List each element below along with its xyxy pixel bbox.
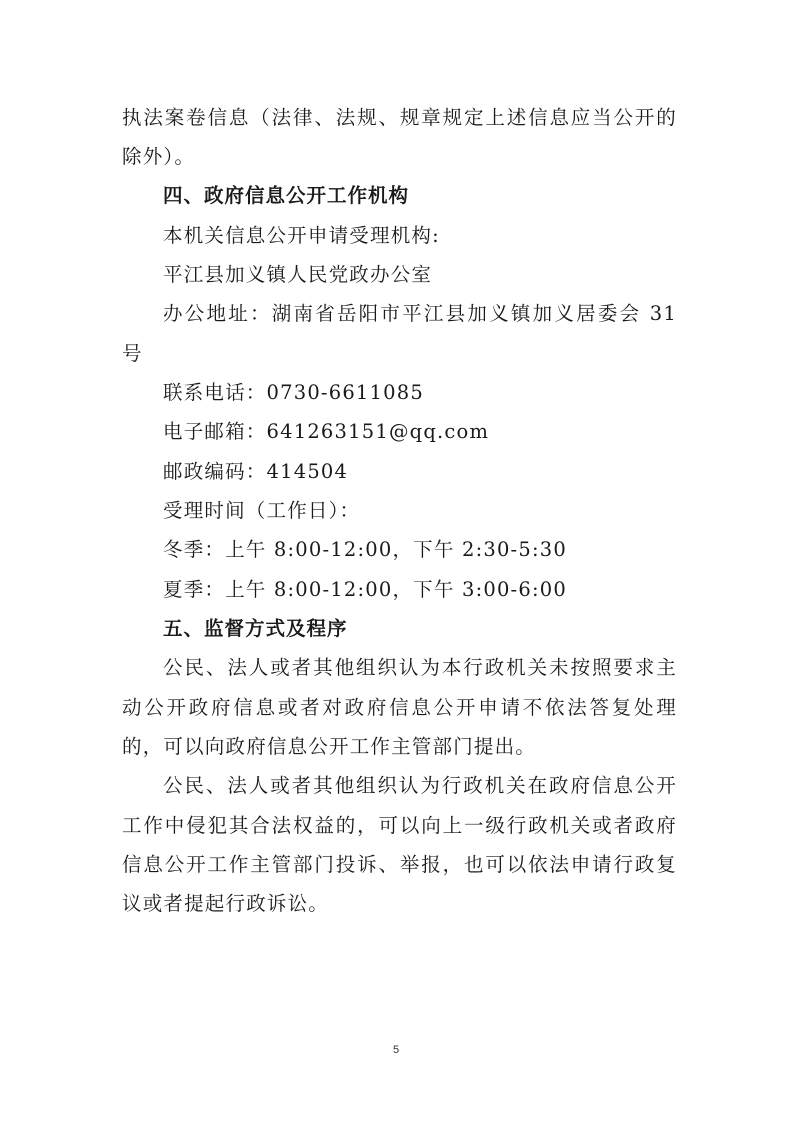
text-line-21: 议或者提起行政诉讼。 [122,892,330,915]
text-line-7: 号 [122,342,143,365]
text-line-17: 的，可以向政府信息公开工作主管部门提出。 [122,735,537,758]
text-line-19: 工作中侵犯其合法权益的，可以向上一级行政机关或者政府 [122,814,677,837]
text-line-2: 除外）。 [122,145,196,168]
text-line-15: 公民、法人或者其他组织认为本行政机关未按照要求主 [163,656,677,679]
section-heading-5: 五、监督方式及程序 [163,617,348,640]
summer-hours: 夏季：上午 8:00-12:00，下午 3:00-6:00 [163,578,567,601]
contact-phone: 联系电话：0730-6611085 [163,381,424,404]
text-line-16: 动公开政府信息或者对政府信息公开申请不依法答复处理 [122,696,677,719]
text-line-20: 信息公开工作主管部门投诉、举报，也可以依法申请行政复 [122,853,677,876]
page-number: 5 [392,1044,400,1056]
text-line-5: 平江县加义镇人民党政办公室 [163,263,433,286]
winter-hours: 冬季：上午 8:00-12:00，下午 2:30-5:30 [163,538,567,561]
contact-email: 电子邮箱：641263151@qq.com [163,420,490,443]
text-line-1: 执法案卷信息（法律、法规、规章规定上述信息应当公开的 [122,106,677,129]
section-heading-4: 四、政府信息公开工作机构 [163,184,410,207]
text-line-4: 本机关信息公开申请受理机构: [163,224,440,247]
text-line-18: 公民、法人或者其他组织认为行政机关在政府信息公开 [163,774,677,797]
text-line-6: 办公地址：湖南省岳阳市平江县加义镇加义居委会 31 [163,302,677,325]
postal-code: 邮政编码：414504 [163,460,349,483]
office-hours-label: 受理时间（工作日）： [163,499,361,522]
